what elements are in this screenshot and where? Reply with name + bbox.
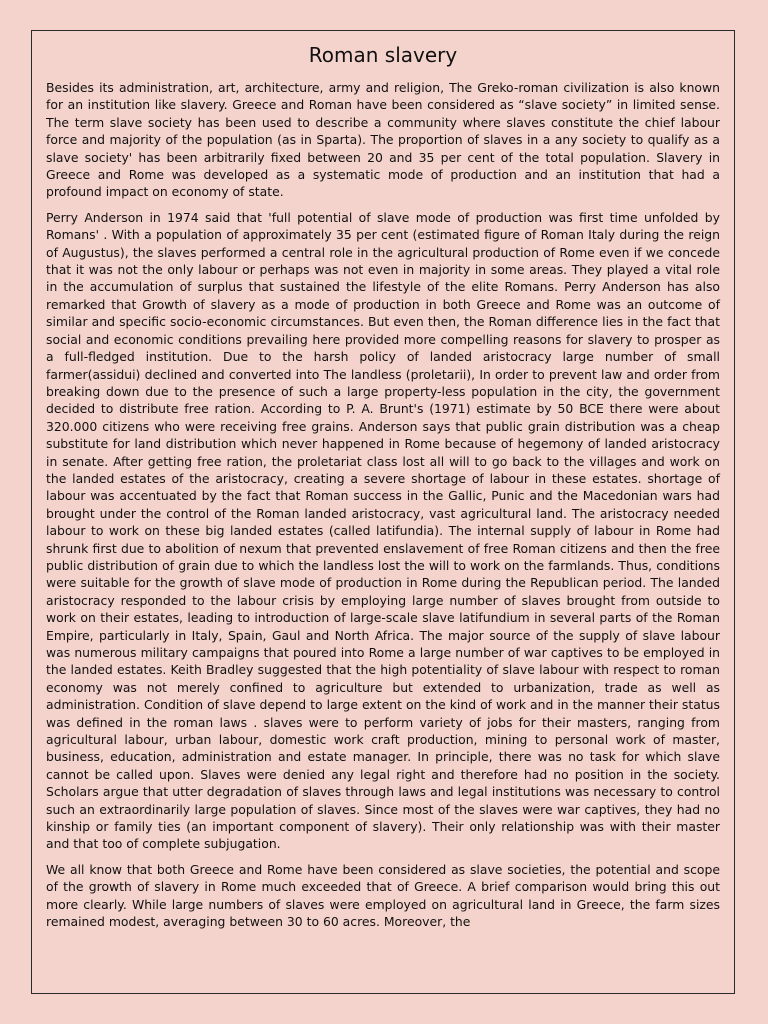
paragraph-anderson: Perry Anderson in 1974 said that 'full potential of slave mode of production was first time unfolded by Romans' . With a population of approximately 35 per cent (estimated figure of Roman Italy during the reign of Augustus), the slaves performed a central role in the agricultural production of Rome even if we concede that it was not the only labour or perhaps was not even in majority in some areas. They played a vital role in the accumulation of surplus that sustained the lifestyle of the elite Romans. Perry Anderson has also remarked that Growth of slavery as a mode of production in both Greece and Rome was an outcome of similar and specific socio-economic circumstances. But even then, the Roman difference lies in the fact that social and economic conditions prevailing here provided more compelling reasons for slavery to prosper as a full-fledged institution. Due to the harsh policy of landed aristocracy large number of small farmer(assidui) declined and converted into The landless (proletarii), In order to prevent law and order from breaking down due to the presence of such a large property-less population in the city, the government decided to distribute free ration. According to P. A. Brunt's (1971) estimate by 50 BCE there were about 320.000 citizens who were receiving free grains. Anderson says that public grain distribution was a cheap substitute for land distribution which never happened in Rome because of hegemony of landed aristocracy in senate. After getting free ration, the proletariat class lost all will to go back to the villages and work on the landed estates of the aristocracy, creating a severe shortage of labour in these estates. shortage of labour was accentuated by the fact that Roman success in the Gallic, Punic and the Macedonian wars had brought under the control of the Roman landed aristocracy, vast agricultural land. The aristocracy needed labour to work on these big landed estates (called latifundia). The internal supply of labour in Rome had shrunk first due to abolition of nexum that prevented enslavement of free Roman citizens and then the free public distribution of grain due to which the landless lost the will to work on the farmlands. Thus, conditions were suitable for the growth of slave mode of production in Rome during the Republican period. The landed aristocracy responded to the labour crisis by employing large number of slaves brought from outside to work on their estates, leading to introduction of large-scale slave latifundium in several parts of the Roman Empire, particularly in Italy, Spain, Gaul and North Africa. The major source of the supply of slave labour was numerous military campaigns that poured into Rome a large number of war captives to be employed in the landed estates. Keith Bradley suggested that the high potentiality of slave labour with respect to roman economy was not merely confined to agriculture but extended to urbanization, trade as well as administration. Condition of slave depend to large extent on the kind of work and in the manner their status was defined in the roman laws . slaves were to perform variety of jobs for their masters, ranging from agricultural labour, urban labour, domestic work craft production, mining to personal work of master, business, education, administration and estate manager. In principle, there was no task for which slave cannot be called upon. Slaves were denied any legal right and therefore had no position in the society. Scholars argue that utter degradation of slaves through laws and legal institutions was necessary to control such an extraordinarily large population of slaves. Since most of the slaves were war captives, they had no kinship or family ties (an important component of slavery). Their only relationship was with their master and that too of complete subjugation. (46, 209, 720, 852)
paragraph-intro: Besides its administration, art, architecture, army and religion, The Greko-roman civilization is also known for an institution like slavery. Greece and Roman have been considered as “slave society” in limited sense. The term slave society has been used to describe a community where slaves constitute the chief labour force and majority of the population (as in Sparta). The proportion of slaves in a any society to qualify as a slave society' has been arbitrarily fixed between 20 and 35 per cent of the total population. Slavery in Greece and Rome was developed as a systematic mode of production and an institution that had a profound impact on economy of state. (46, 80, 720, 200)
document-body (32, 79, 734, 931)
page-title: Roman slavery (308, 43, 458, 67)
page-frame (31, 30, 735, 994)
paragraph-comparison: We all know that both Greece and Rome have been considered as slave societies, the potential and scope of the growth of slavery in Rome much exceeded that of Greece. A brief comparison would bring this out more clearly. While large numbers of slaves were employed on agricultural land in Greece, the farm sizes remained modest, averaging between 30 to 60 acres. Moreover, the (46, 861, 720, 930)
